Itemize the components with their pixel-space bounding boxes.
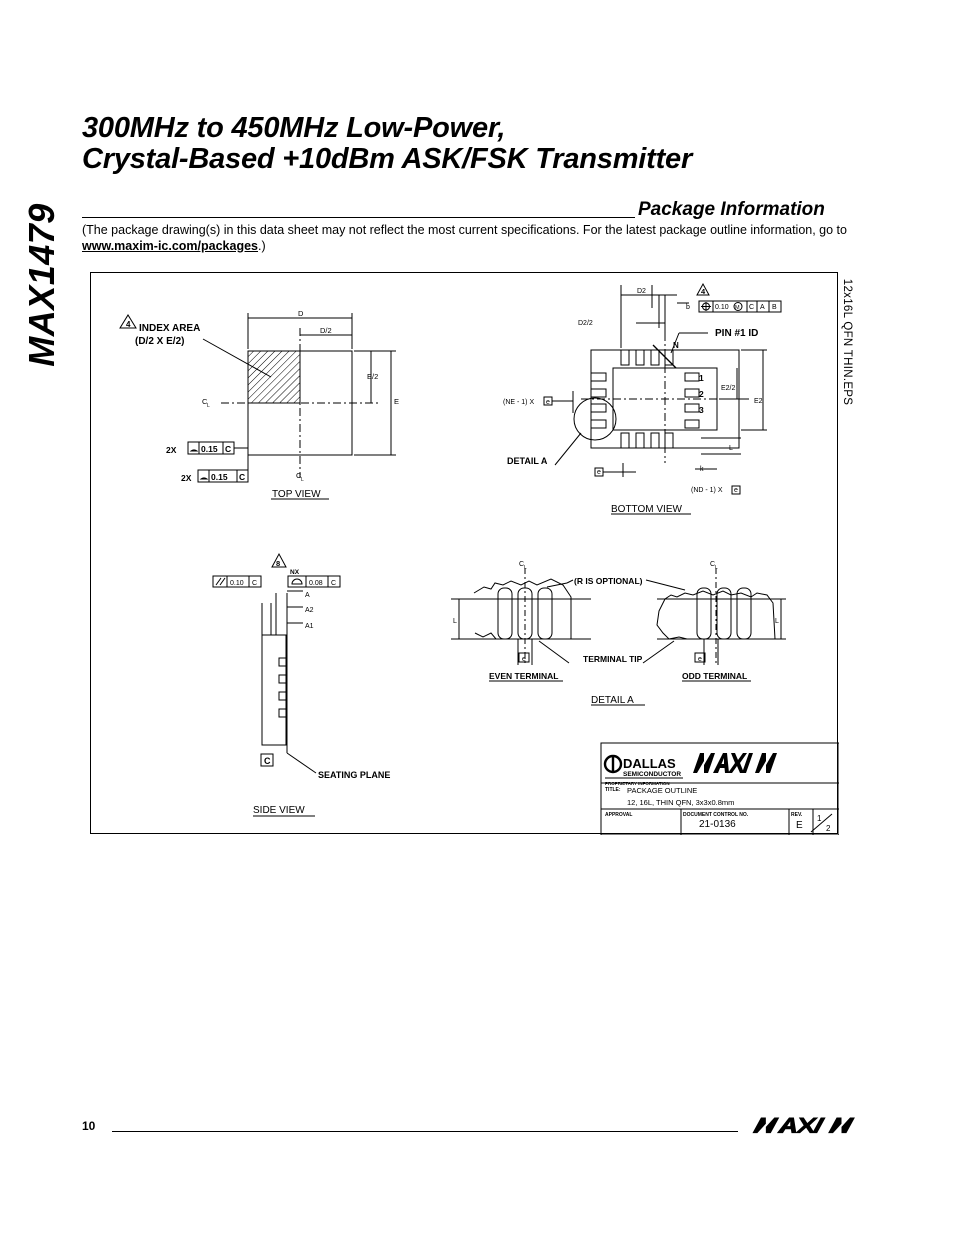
intro-end: .) bbox=[258, 238, 266, 253]
ne-e: e bbox=[546, 399, 550, 406]
dim-e-half: E/2 bbox=[367, 372, 379, 381]
approval-label: APPROVAL bbox=[605, 812, 633, 818]
dim-a: A bbox=[305, 592, 310, 599]
top-view-label: TOP VIEW bbox=[272, 489, 321, 500]
tol-2x-1: 2X bbox=[166, 445, 177, 455]
maxim-logo-drawing bbox=[693, 753, 796, 775]
index-area-formula: (D/2 X E/2) bbox=[135, 336, 185, 347]
pin-2-label: 2 bbox=[699, 389, 704, 399]
sheet-count: 2 bbox=[826, 824, 831, 833]
datum-c: C bbox=[264, 756, 271, 766]
bottom-view bbox=[544, 284, 781, 514]
dim-b: b bbox=[686, 304, 690, 311]
bottom-tol-ref-c: C bbox=[749, 304, 755, 311]
bottom-note-number: 4 bbox=[701, 287, 706, 296]
pin-3-label: 3 bbox=[699, 405, 704, 415]
intro-paragraph bbox=[82, 223, 872, 254]
centerline-mark-h: C bbox=[202, 397, 208, 406]
nd-label: (ND - 1) X bbox=[691, 487, 723, 494]
note-4-number: 4 bbox=[126, 320, 131, 329]
page-title bbox=[82, 113, 692, 175]
centerline-sub-v: L bbox=[301, 477, 304, 483]
flat-value: 0.08 bbox=[309, 580, 323, 587]
title-line-package-desc: 12, 16L, THIN QFN, 3x3x0.8mm bbox=[627, 798, 735, 807]
tol-value-1: 0.15 bbox=[201, 444, 218, 454]
doc-number: 21-0136 bbox=[699, 819, 736, 830]
detail-a-label: DETAIL A bbox=[591, 695, 634, 706]
tol-ref-2: C bbox=[239, 472, 246, 482]
dim-d-half: D/2 bbox=[320, 326, 332, 335]
par-value: 0.10 bbox=[230, 580, 244, 587]
bottom-tol-ref-a: A bbox=[760, 304, 765, 311]
detail-centerline-even: C bbox=[519, 561, 525, 568]
detail-l-odd: L bbox=[775, 618, 779, 625]
detail-a-view bbox=[451, 568, 786, 705]
index-area-hatch bbox=[248, 351, 300, 403]
page-number: 10 bbox=[82, 1119, 96, 1133]
title-line-2: Crystal-Based +10dBm ASK/FSK Transmitter bbox=[82, 143, 693, 175]
centerline-sub-h: L bbox=[207, 403, 210, 409]
rev-value: E bbox=[796, 820, 803, 831]
intro-text: (The package drawing(s) in this data sheet may not reflect the most current specifications. For the latest package outline information, go to bbox=[82, 223, 847, 237]
ne-label: (NE - 1) X bbox=[503, 399, 535, 406]
side-note-number: 8 bbox=[276, 559, 281, 568]
tol-ref-1: C bbox=[225, 444, 232, 454]
detail-centerline-odd: C bbox=[710, 561, 716, 568]
seating-plane-label: SEATING PLANE bbox=[318, 770, 391, 780]
dim-l: L bbox=[729, 445, 733, 452]
rev-label: REV. bbox=[791, 812, 803, 818]
detail-a-callout: DETAIL A bbox=[507, 456, 548, 466]
even-terminal-label: EVEN TERMINAL bbox=[489, 671, 559, 681]
side-view-label: SIDE VIEW bbox=[253, 805, 305, 816]
side-nx: NX bbox=[290, 569, 300, 576]
detail-l-even: L bbox=[453, 618, 457, 625]
section-rule bbox=[82, 217, 635, 218]
side-part-number: MAX1479 bbox=[21, 203, 62, 367]
pin-1-label: 1 bbox=[699, 373, 704, 383]
tol-value-2: 0.15 bbox=[211, 472, 228, 482]
package-drawing-svg bbox=[91, 273, 839, 835]
detail-centerline-even-sub: L bbox=[524, 565, 527, 571]
top-view-text bbox=[126, 320, 321, 500]
odd-terminal-label: ODD TERMINAL bbox=[682, 671, 748, 681]
terminal-tip-label: TERMINAL TIP bbox=[583, 654, 643, 664]
dim-e2-half: E2/2 bbox=[721, 385, 736, 392]
side-view-body bbox=[262, 635, 286, 745]
sheet-number: 1 bbox=[817, 814, 822, 823]
bottom-tol-value: 0.10 bbox=[715, 304, 729, 311]
maxim-logo bbox=[748, 1116, 860, 1134]
bottom-tol-ref-b: B bbox=[772, 304, 777, 311]
dim-e2: E2 bbox=[754, 398, 763, 405]
side-view-text bbox=[253, 559, 390, 816]
bottom-e: e bbox=[597, 469, 601, 476]
centerline-mark-v: C bbox=[296, 471, 302, 480]
dim-k: k bbox=[700, 466, 704, 473]
tol-2x-2: 2X bbox=[181, 473, 192, 483]
dim-d: D bbox=[298, 309, 304, 318]
dim-d2: D2 bbox=[637, 288, 646, 295]
section-title: Package Information bbox=[638, 199, 825, 220]
detail-e-even: e bbox=[522, 656, 526, 663]
title-line-1: 300MHz to 450MHz Low-Power, bbox=[82, 112, 506, 144]
doc-control-label: DOCUMENT CONTROL NO. bbox=[683, 812, 749, 818]
dallas-wordmark: DALLAS bbox=[623, 756, 676, 771]
footer-rule bbox=[112, 1131, 738, 1132]
packages-link[interactable]: www.maxim-ic.com/packages bbox=[82, 238, 259, 253]
par-ref: C bbox=[252, 580, 258, 587]
proprietary-info: PROPRIETARY INFORMATION bbox=[605, 781, 670, 786]
dim-e: E bbox=[394, 397, 400, 406]
detail-e-odd: e bbox=[698, 656, 702, 663]
r-optional-label: (R IS OPTIONAL) bbox=[574, 576, 643, 586]
dim-d2-half: D2/2 bbox=[578, 320, 593, 327]
bottom-view-text bbox=[507, 287, 758, 515]
pin-n-label: N bbox=[673, 341, 679, 350]
detail-a-text bbox=[489, 576, 747, 706]
index-area-label: INDEX AREA bbox=[139, 323, 201, 334]
title-line-package-outline: PACKAGE OUTLINE bbox=[627, 786, 698, 795]
drawing-filename: 12x16L QFN THIN.EPS bbox=[841, 278, 853, 406]
dim-a1: A1 bbox=[305, 623, 314, 630]
bottom-tol-m: M bbox=[735, 305, 740, 311]
title-label: TITLE: bbox=[605, 787, 621, 793]
detail-centerline-odd-sub: L bbox=[715, 565, 718, 571]
bottom-view-label: BOTTOM VIEW bbox=[611, 504, 682, 515]
dim-a2: A2 bbox=[305, 607, 314, 614]
flat-ref: C bbox=[331, 580, 337, 587]
pin1-id-label: PIN #1 ID bbox=[715, 328, 759, 339]
dallas-semiconductor: SEMICONDUCTOR bbox=[623, 771, 682, 778]
package-drawing bbox=[90, 272, 838, 834]
nd-e: e bbox=[734, 487, 738, 494]
